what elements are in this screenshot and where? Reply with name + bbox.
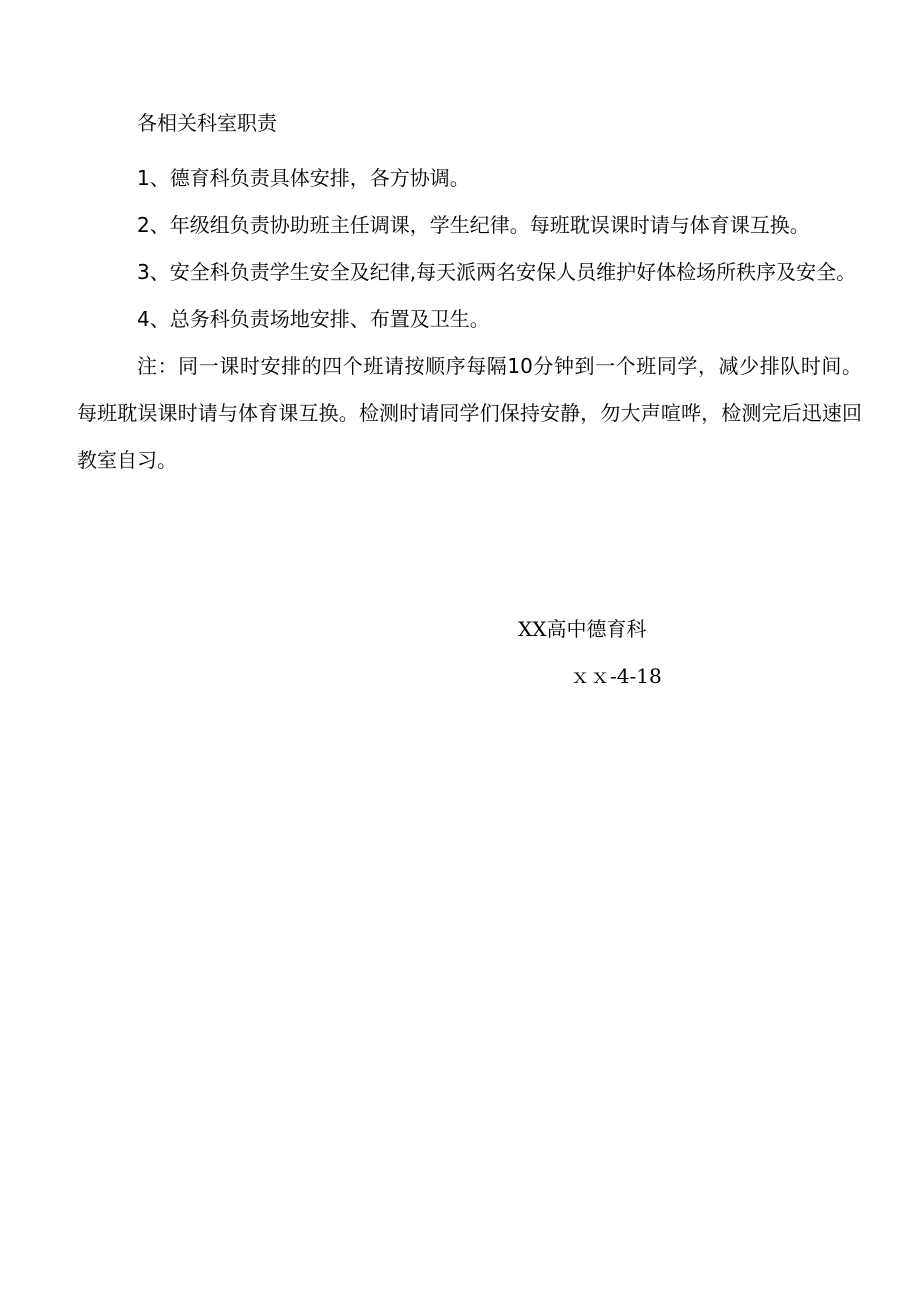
duty-item-1: 1、德育科负责具体安排，各方协调。 xyxy=(137,166,470,190)
duty-item-4: 4、总务科负责场地安排、布置及卫生。 xyxy=(137,307,490,331)
signature-date: ｘｘ-4-18 xyxy=(570,664,662,688)
signature-issuer: XX高中德育科 xyxy=(518,617,647,641)
spacer xyxy=(77,147,862,155)
section-heading: 各相关科室职责 xyxy=(137,111,277,135)
note-paragraph: 注：同一课时安排的四个班请按顺序每隔10分钟到一个班同学，减少排队时间。每班耽误课时请与体育课互换。检测时请同学们保持安静，勿大声喧哗，检测完后迅速回教室自习。 xyxy=(77,354,862,472)
document-body xyxy=(77,100,862,484)
duty-item-2: 2、年级组负责协助班主任调课，学生纪律。每班耽误课时请与体育课互换。 xyxy=(137,213,810,237)
duty-item-3: 3、安全科负责学生安全及纪律,每天派两名安保人员维护好体检场所秩序及安全。 xyxy=(137,260,857,284)
